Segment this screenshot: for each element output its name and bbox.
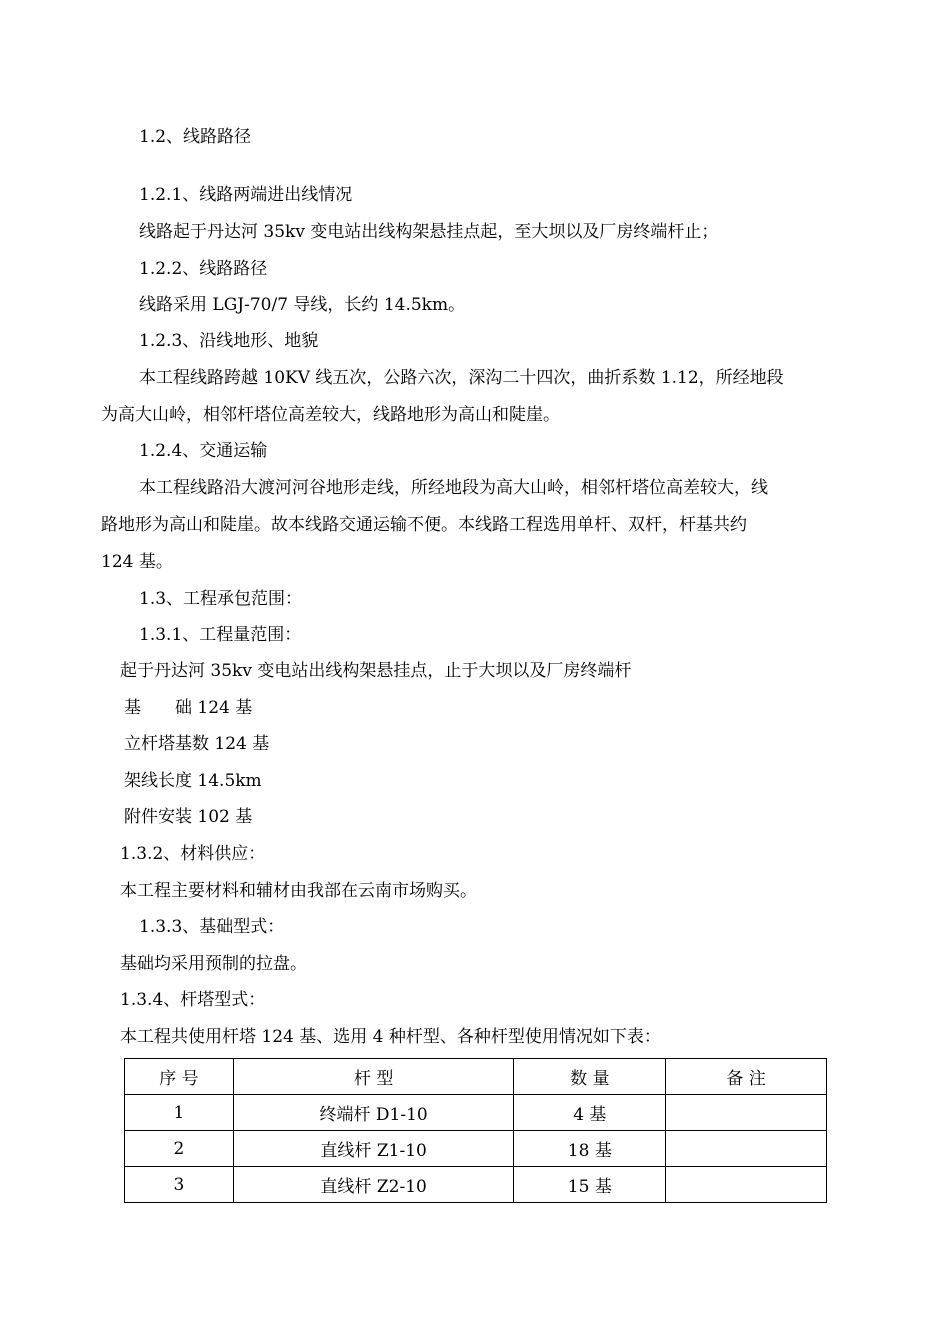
- cell-index: 2: [125, 1131, 234, 1167]
- section-heading-1-2-3: 1.2.3、沿线地形、地貌: [139, 331, 319, 351]
- table-row: [125, 1131, 827, 1167]
- header-remarks: 备 注: [666, 1059, 827, 1095]
- cell-index: 3: [125, 1167, 234, 1203]
- paragraph-1-2-4-line-3: 124 基。: [101, 552, 173, 572]
- quantity-fittings: 附件安装 102 基: [124, 807, 253, 827]
- section-heading-1-3-2: 1.3.2、材料供应：: [120, 844, 266, 864]
- cell-remarks: [666, 1095, 827, 1131]
- paragraph-1-2-1: 线路起于丹达河 35kv 变电站出线构架悬挂点起，至大坝以及厂房终端杆止；: [139, 222, 719, 242]
- quantity-foundation: 基 础 124 基: [124, 698, 253, 718]
- section-heading-1-2-4: 1.2.4、交通运输: [139, 441, 268, 461]
- section-heading-1-2-2: 1.2.2、线路路径: [139, 259, 268, 279]
- header-index: 序 号: [125, 1059, 234, 1095]
- cell-remarks: [666, 1131, 827, 1167]
- paragraph-1-3-2: 本工程主要材料和辅材由我部在云南市场购买。: [120, 881, 477, 901]
- cell-rod-type: 直线杆 Z2-10: [233, 1167, 514, 1203]
- paragraph-1-2-2: 线路采用 LGJ-70/7 导线，长约 14.5km。: [139, 295, 466, 315]
- section-heading-1-3: 1.3、工程承包范围：: [139, 589, 303, 609]
- header-quantity: 数 量: [514, 1059, 666, 1095]
- cell-rod-type: 终端杆 D1-10: [233, 1095, 514, 1131]
- section-heading-1-3-4: 1.3.4、杆塔型式：: [120, 990, 266, 1010]
- cell-remarks: [666, 1167, 827, 1203]
- header-rod-type: 杆 型: [233, 1059, 514, 1095]
- table-header-row: [125, 1059, 827, 1095]
- cell-rod-type: 直线杆 Z1-10: [233, 1131, 514, 1167]
- paragraph-1-2-3-line-1: 本工程线路跨越 10KV 线五次，公路六次，深沟二十四次，曲折系数 1.12，所经地段: [139, 368, 784, 388]
- cell-index: 1: [125, 1095, 234, 1131]
- rod-type-table: [124, 1058, 827, 1203]
- section-heading-1-2: 1.2、线路路径: [139, 127, 252, 147]
- section-heading-1-3-1: 1.3.1、工程量范围：: [139, 625, 302, 645]
- section-heading-1-3-3: 1.3.3、基础型式：: [139, 917, 285, 937]
- cell-quantity: 4 基: [514, 1095, 666, 1131]
- paragraph-1-3-1: 起于丹达河 35kv 变电站出线构架悬挂点，止于大坝以及厂房终端杆: [120, 661, 632, 681]
- section-heading-1-2-1: 1.2.1、线路两端进出线情况: [139, 185, 353, 205]
- quantity-erect-towers: 立杆塔基数 124 基: [124, 734, 270, 754]
- paragraph-1-2-4-line-2: 路地形为高山和陡崖。故本线路交通运输不便。本线路工程选用单杆、双杆，杆基共约: [101, 515, 747, 535]
- paragraph-1-2-3-line-2: 为高大山岭，相邻杆塔位高差较大，线路地形为高山和陡崖。: [101, 405, 560, 425]
- table-row: [125, 1095, 827, 1131]
- cell-quantity: 15 基: [514, 1167, 666, 1203]
- paragraph-1-2-4-line-1: 本工程线路沿大渡河河谷地形走线，所经地段为高大山岭，相邻杆塔位高差较大，线: [139, 478, 768, 498]
- table-row: [125, 1167, 827, 1203]
- quantity-stringing-length: 架线长度 14.5km: [124, 771, 262, 791]
- paragraph-1-3-4: 本工程共使用杆塔 124 基、选用 4 种杆型、各种杆型使用情况如下表：: [120, 1027, 661, 1047]
- cell-quantity: 18 基: [514, 1131, 666, 1167]
- paragraph-1-3-3: 基础均采用预制的拉盘。: [120, 954, 307, 974]
